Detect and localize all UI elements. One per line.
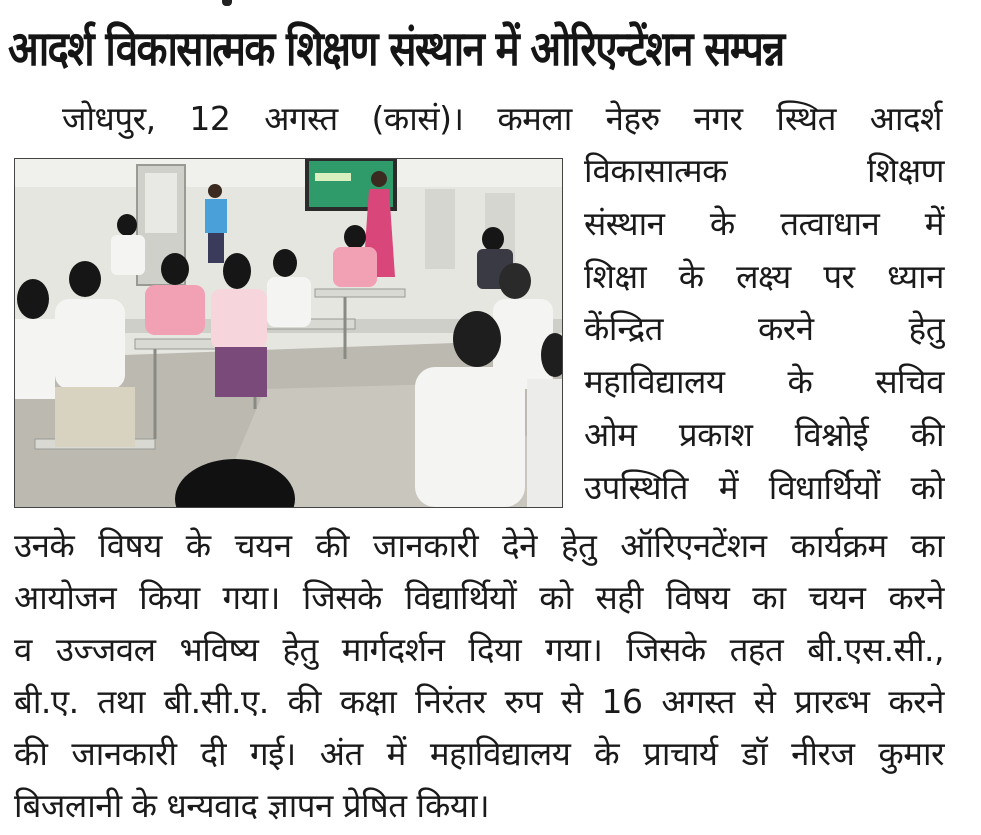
- photo-student-hair-6: [344, 225, 366, 249]
- photo-student-hair-8: [482, 227, 504, 251]
- photo-student-shirt-1: [55, 299, 125, 389]
- article-line-1: उनके विषय के चयन की जानकारी देने हेतु ऑरिएनटेंशन कार्यक्रम का: [14, 526, 944, 565]
- photo-student-hair-1: [69, 261, 101, 297]
- photo-student-hair-9: [499, 263, 531, 299]
- photo-wall-panel: [425, 189, 455, 269]
- photo-ceiling: [15, 159, 562, 187]
- photo-student-hair-7: [117, 214, 137, 236]
- photo-man-trousers: [208, 233, 224, 263]
- article-side-line-7: उपस्थिति में विधार्थियों को: [584, 468, 944, 507]
- photo-man-shirt: [205, 199, 227, 233]
- photo-student-shirt-3: [145, 285, 205, 335]
- photo-desk-3: [315, 289, 405, 297]
- photo-student-shirt-10: [415, 367, 525, 507]
- photo-door-window: [145, 173, 177, 233]
- photo-student-shirt-6: [333, 247, 377, 287]
- article-line-6: बिजलानी के धन्यवाद ज्ञापन प्रेषित किया।: [14, 786, 490, 825]
- photo-student-hair-5: [273, 249, 297, 277]
- article-line-2: आयोजन किया गया। जिसके विद्यार्थियों को सही विषय का चयन करने: [14, 578, 944, 617]
- photo-teacher-head: [371, 171, 387, 187]
- article-side-line-2: संस्थान के तत्वाधान में: [584, 204, 944, 243]
- photo-student-shirt-4: [211, 289, 267, 349]
- article-line-4: बी.ए. तथा बी.सी.ए. की कक्षा निरंतर रुप से 16 अगस्त से प्रारब्भ करने: [14, 682, 944, 721]
- article-side-line-1: विकासात्मक शिक्षण: [584, 151, 944, 190]
- headline: आदर्श विकासात्मक शिक्षण संस्थान में ओरिएन्टेंशन सम्पन्न: [8, 21, 784, 77]
- photo-student-skirt-4: [215, 347, 267, 397]
- article-line-5: की जानकारी दी गई। अंत में महाविद्यालय के प्राचार्य डॉ नीरज कुमार: [14, 734, 944, 773]
- article-side-line-3: शिक्षा के लक्ष्य पर ध्यान: [584, 257, 944, 296]
- article-side-line-4: केंन्द्रित करने हेतु: [584, 309, 944, 348]
- article-first-line: जोधपुर, 12 अगस्त (कासं)। कमला नेहरु नगर स्थित आदर्श: [62, 99, 942, 138]
- article-line-3: व उज्जवल भविष्य हेतु मार्गदर्शन दिया गया। जिसके तहत बी.एस.सी.,: [14, 630, 944, 669]
- photo-student-skirt-1: [55, 387, 135, 447]
- classroom-illustration: [15, 159, 562, 507]
- photo-student-shirt-11: [527, 379, 562, 507]
- photo-student-shirt-2: [15, 319, 55, 399]
- photo-student-hair-2: [17, 279, 49, 319]
- photo-screen-text: [315, 173, 351, 181]
- article-side-line-6: ओम प्रकाश विश्नोई की: [584, 415, 944, 454]
- clipping-edge-mark: [222, 0, 232, 6]
- article-side-line-5: महाविद्यालय के सचिव: [584, 362, 944, 401]
- photo-student-hair-10: [453, 311, 501, 367]
- photo-student-shirt-5: [267, 277, 311, 327]
- photo-student-shirt-7: [111, 235, 145, 275]
- photo-student-hair-4: [223, 253, 251, 289]
- classroom-photo: [14, 158, 563, 508]
- photo-student-hair-3: [161, 253, 189, 285]
- photo-man-head: [208, 184, 222, 198]
